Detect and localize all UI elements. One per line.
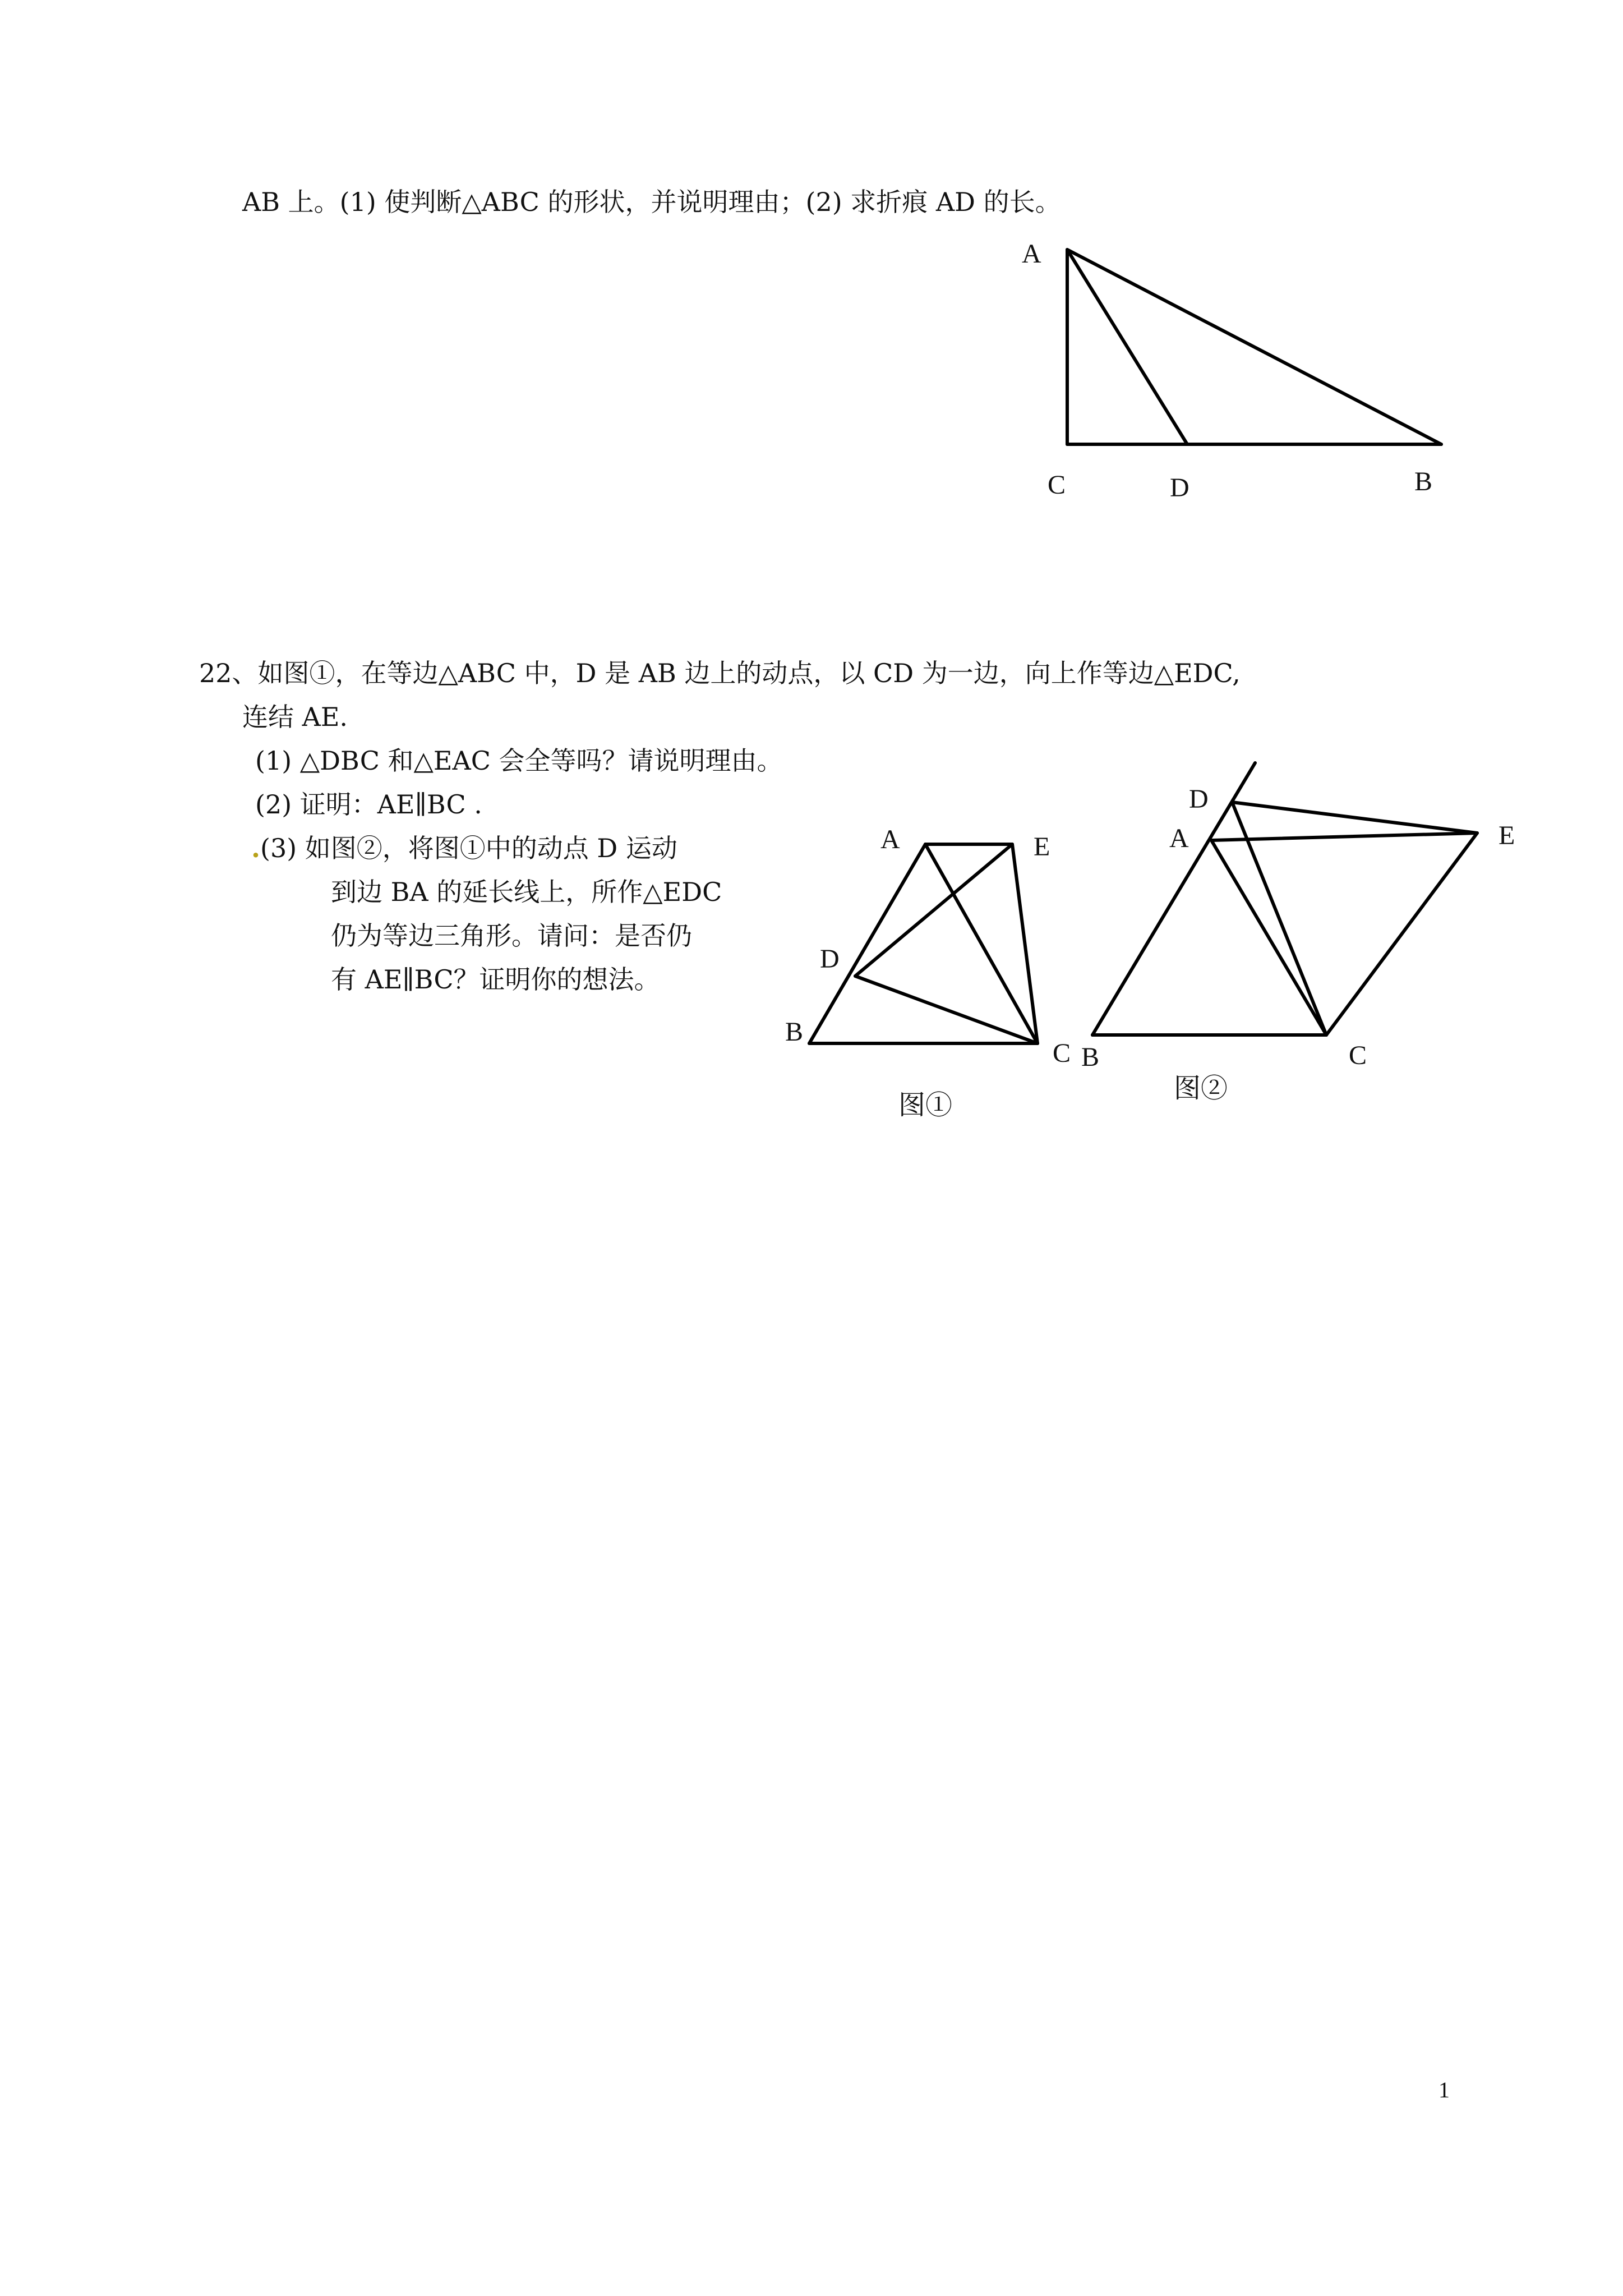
- label-e: E: [1498, 821, 1515, 850]
- problem22-q2: (2) 证明：AE∥BC .: [255, 789, 482, 820]
- label-a: A: [1169, 823, 1189, 853]
- problem22-q3-line4: 有 AE∥BC？证明你的想法。: [331, 964, 660, 995]
- segment-ba-extended: [1092, 763, 1255, 1035]
- problem22-q3-line2: 到边 BA 的延长线上，所作△EDC: [331, 877, 722, 907]
- segment-ae: [1211, 833, 1477, 840]
- label-b: B: [1414, 467, 1433, 496]
- problem22-line2: 连结 AE.: [242, 702, 348, 732]
- figure-22-2-caption: 图②: [1174, 1073, 1228, 1104]
- label-c: C: [1048, 470, 1066, 500]
- label-d: D: [1189, 784, 1209, 814]
- problem21-text: AB 上。(1) 使判断△ABC 的形状，并说明理由；(2) 求折痕 AD 的长。: [242, 187, 1061, 217]
- problem22-q3-text: (3) 如图②，将图①中的动点 D 运动: [260, 833, 677, 863]
- segment-ec: [1326, 833, 1477, 1035]
- label-e: E: [1034, 832, 1050, 862]
- label-a: A: [1022, 239, 1041, 269]
- label-b: B: [785, 1017, 804, 1047]
- label-b: B: [1081, 1042, 1100, 1072]
- segment-de: [1232, 802, 1477, 833]
- figure-22-1-caption: 图①: [898, 1089, 953, 1121]
- label-c: C: [1349, 1041, 1367, 1070]
- label-c: C: [1053, 1038, 1071, 1068]
- problem22-q1: (1) △DBC 和△EAC 会全等吗？请说明理由。: [255, 746, 783, 776]
- marker-dot: .: [251, 833, 261, 863]
- problem22-line1: 22、如图①，在等边△ABC 中，D 是 AB 边上的动点，以 CD 为一边，向上作等边△EDC,: [199, 658, 1241, 688]
- page-number: 1: [1438, 2077, 1450, 2102]
- problem22-q3-line3: 仍为等边三角形。请问：是否仍: [331, 921, 692, 951]
- label-d: D: [1170, 473, 1189, 503]
- segment-ac: [1211, 840, 1326, 1035]
- label-a: A: [880, 825, 900, 854]
- label-d: D: [820, 944, 840, 974]
